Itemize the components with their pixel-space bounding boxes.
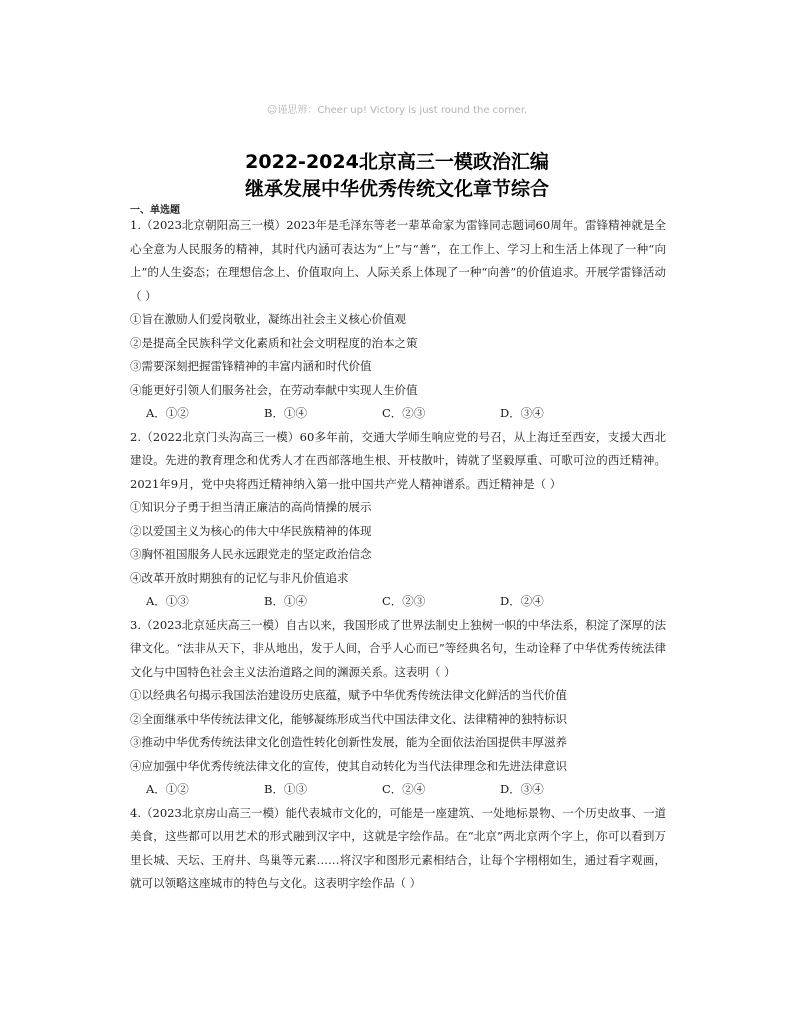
question-stem: 1.（2023北京朝阳高三一模）2023年是毛泽东等老一辈革命家为雷锋同志题词60周年。雷锋精神就是全心全意为人民服务的精神，其时代内涵可表达为“上”与“善”，在工作上、学习上和生活上体现了一种“向上”的人生姿态；在理想信念上、价值取向上、人际关系上体现了一种“向善”的价值追求。开展学雷锋活动（ ） <box>130 218 666 303</box>
question-option: ②全面继承中华传统法律文化，能够凝练形成当代中国法律文化、法律精神的独特标识 <box>130 711 567 726</box>
question <box>130 214 666 426</box>
choice-d: D．③④ <box>500 406 544 420</box>
watermark: ☺谨思辨：Cheer up! Victory is just round the corner. <box>266 105 528 116</box>
answer-choices <box>130 590 666 614</box>
section-heading: 一、单选题 <box>130 205 180 216</box>
question-option: ④能更好引领人们服务社会，在劳动奉献中实现人生价值 <box>130 382 418 397</box>
question-option: ①旨在激励人们爱岗敬业，凝练出社会主义核心价值观 <box>130 312 406 326</box>
question-option: ④改革开放时期独有的记忆与非凡价值追求 <box>130 570 349 585</box>
document-title: 2022-2024北京高三一模政治汇编 <box>245 151 549 173</box>
answer-choices <box>130 778 666 802</box>
question-option: ③推动中华优秀传统法律文化创造性转化创新性发展，能为全面依法治国提供丰厚滋养 <box>130 735 567 749</box>
choice-a: A．①② <box>146 782 189 796</box>
choice-d: D．②④ <box>500 594 544 608</box>
question-option: ④应加强中华优秀传统法律文化的宣传，使其自动转化为当代法律理念和先进法律意识 <box>130 758 567 773</box>
choice-b: B．①④ <box>264 594 307 608</box>
document-subtitle: 继承发展中华优秀传统文化章节综合 <box>244 178 549 200</box>
choice-c: C．②③ <box>382 594 426 608</box>
question-option: ①以经典名句揭示我国法治建设历史底蕴，赋予中华优秀传统法律文化鲜活的当代价值 <box>130 688 567 702</box>
choice-b: B．①③ <box>264 782 307 796</box>
answer-choices <box>130 402 666 426</box>
question-stem: 3.（2023北京延庆高三一模）自古以来，我国形成了世界法制史上独树一帜的中华法系，积淀了深厚的法律文化。“法非从天下，非从地出，发于人间，合乎人心而已”等经典名句，生动诠释了中华优秀传统法律文化与中国特色社会主义法治道路之间的渊源关系。这表明（ ） <box>130 617 666 679</box>
question-option: ②是提高全民族科学文化素质和社会文明程度的治本之策 <box>130 335 418 350</box>
question <box>130 802 666 896</box>
choice-c: C．②④ <box>382 782 426 796</box>
question-option: ②以爱国主义为核心的伟大中华民族精神的体现 <box>130 523 372 538</box>
choice-a: A．①② <box>146 406 189 420</box>
question-stem: 2.（2022北京门头沟高三一模）60多年前，交通大学师生响应党的号召，从上海迁至西安，支援大西北建设。先进的教育理念和优秀人才在西部落地生根、开枝散叶，铸就了坚毅厚重、可歌可泣的西迁精神。2021年9月，党中央将西迁精神纳入第一批中国共产党人精神谱系。西迁精神是（ ） <box>130 429 666 491</box>
choice-b: B．①④ <box>264 406 307 420</box>
question <box>130 614 666 802</box>
question-option: ③胸怀祖国服务人民永远跟党走的坚定政治信念 <box>130 547 372 561</box>
choice-d: D．③④ <box>500 782 544 796</box>
question-stem: 4.（2023北京房山高三一模）能代表城市文化的，可能是一座建筑、一处地标景物、一个历史故事、一道美食，这些都可以用艺术的形式融到汉字中，这就是字绘作品。在“北京”两北京两个字上，你可以看到万里长城、天坛、王府井、鸟巢等元素……将汉字和图形元素相结合，让每个字栩栩如生，通过看字观画，就可以领略这座城市的特色与文化。这表明字绘作品（ ） <box>130 805 666 890</box>
question-option: ③需要深刻把握雷锋精神的丰富内涵和时代价值 <box>130 359 372 373</box>
choice-a: A．①③ <box>146 594 189 608</box>
question <box>130 426 666 614</box>
choice-c: C．②③ <box>382 406 426 420</box>
question-list <box>130 214 666 896</box>
question-option: ①知识分子勇于担当清正廉洁的高尚情操的展示 <box>130 500 372 514</box>
